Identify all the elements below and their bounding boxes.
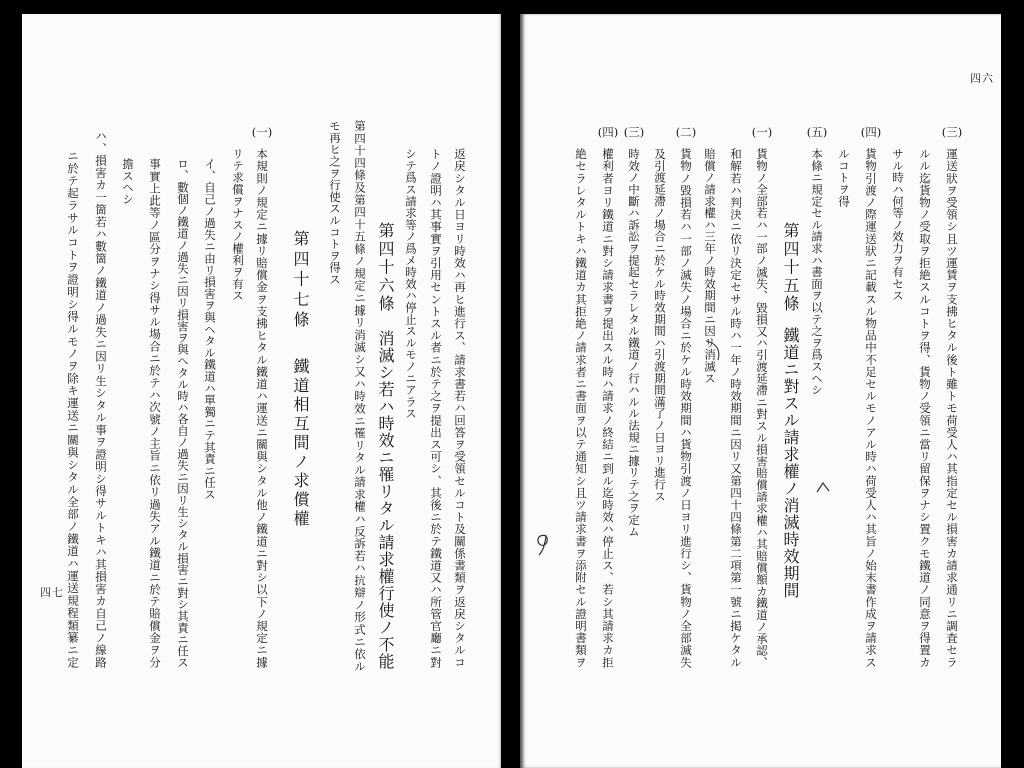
page-number: 四六 bbox=[970, 72, 994, 85]
article-title: 鐵道相互間ノ求償權 bbox=[291, 358, 310, 528]
handwritten-mark bbox=[538, 535, 547, 555]
clause-number: (四) bbox=[597, 125, 619, 139]
text-column: 事實上此等ノ區分ヲナシ得サル場合ニ於テハ次號ノ主旨ニ依リ過失アル鐵道ニ於テ賠償金ヲ分 bbox=[148, 158, 162, 668]
list-item: ハ、損害カ一箇若ハ數箇ノ鐵道ノ過失ニ因リ生シタル事ヲ證明シ得サルトキハ其損害カ自己ノ線路 bbox=[94, 130, 108, 668]
left-page bbox=[22, 14, 501, 768]
clause-number: (一) bbox=[751, 125, 773, 139]
article-number: 第四十五條 bbox=[781, 222, 800, 312]
text-column: 本規則ノ規定ニ據リ賠償金ヲ支拂ヒタル鐵道ハ運送ニ關與シタル他ノ鐵道ニ對シ以下ノ規定ニ據 bbox=[255, 148, 269, 668]
clause-number: (三) bbox=[941, 125, 963, 139]
clause-number: (二) bbox=[675, 125, 697, 139]
clause-number: (一) bbox=[251, 125, 273, 139]
list-item: ロ、數個ノ鐵道ノ過失ニ因リ損害ヲ與ヘタル時ハ各自ノ過失ニ因リ生シタル損害ニ對シ其責ニ任ス bbox=[176, 158, 190, 668]
text-column: ニ於テ起ラサルコトヲ證明シ得ルモノヲ除キ運送ニ關與シタル全部ノ鐵道ハ運送規程類纂ニ定 bbox=[66, 150, 80, 668]
text-column: 運送狀ヲ受領シ且ツ運賃ヲ支拂ヒタル後ト雖トモ荷受人ハ其指定セル損害カ請求通リニ調査セラ bbox=[945, 148, 959, 668]
text-column: 貨物ノ全部若ハ一部ノ滅失、毀損又ハ引渡延滯ニ對スル損害賠償請求權ハ其賠償額カ鐵道ノ承認、 bbox=[755, 148, 769, 668]
clause-number: (四) bbox=[860, 125, 882, 139]
text-column: 及引渡延滯ノ場合ニ於ケル時效期間ハ引渡期間滿了ノ日ヨリ進行ス bbox=[653, 148, 667, 502]
text-column: 貨物引渡ノ際運送狀ニ記載スル物品中不足セルモノアル時ハ荷受人ハ其旨ノ始末書作成ヲ請求ス bbox=[864, 148, 878, 668]
text-column: 返戾シタル日ヨリ時效ハ再ヒ進行ス、請求書若ハ回答ヲ受領セルコト及關係書類ヲ返戾シタルコ bbox=[453, 148, 467, 668]
text-column: トノ證明ハ其事實ヲ引用セントスル者ニ於テ之ヲ提出ス可シ、其後ニ於テ鐵道又ハ所管官廳ニ對 bbox=[429, 148, 443, 668]
right-page bbox=[520, 14, 1001, 768]
text-column: シテ爲ス請求等ノ爲メ時效ハ停止スルモノニアラス bbox=[404, 148, 418, 420]
text-column: 權利者ヨリ鐵道ニ對シ請求書ヲ提出スル時ハ請求ノ終結ニ到ル迄時效ハ停止ス、若シ其請求カ拒 bbox=[601, 148, 615, 668]
text-column: 絶セラレタルトキハ鐵道カ其拒絶ノ請求者ニ書面ヲ以テ通知シ且ツ請求書ヲ添附セル證明書類ヲ bbox=[574, 148, 588, 668]
text-column: ルコトヲ得 bbox=[837, 148, 851, 207]
article-number: 第四十七條 bbox=[291, 230, 310, 330]
clause-number: (三) bbox=[623, 125, 645, 139]
text-column: サル時ハ何等ノ效力ヲ有セス bbox=[891, 148, 905, 302]
text-column: 貨物ノ毀損若ハ一部ノ滅失ノ場合ニ於ケル時效期間ハ貨物引渡ノ日ヨリ進行シ、貨物ノ全部滅失 bbox=[679, 148, 693, 668]
text-column: 和解若ハ判決ニ依リ決定セサル時ハ一年ノ時效期間ニ因リ又第四十四條第二項第一號ニ掲ケタル bbox=[729, 148, 743, 668]
text-column: 時效ノ中斷ハ訴訟ヲ提起セラレタル鐵道ノ行ハルル法規ニ據リテ之ヲ定ム bbox=[627, 148, 641, 538]
text-column: ルル迄貨物ノ受取ヲ拒絶スルコトヲ得、貨物ノ受領ニ當リ留保ヲナシ置クモ鐵道ノ同意ヲ得置カ bbox=[918, 148, 932, 668]
list-item: イ、自己ノ過失ニ由リ損害ヲ與ヘタル鐵道ハ單獨ニテ其責ニ任ス bbox=[203, 158, 217, 501]
article-number: 第四十六條 bbox=[376, 222, 395, 312]
text-column: リテ求償ヲナスノ權利ヲ有ス bbox=[231, 148, 245, 302]
article-title: 消滅シ若ハ時效ニ罹リタル請求權行使ノ不能 bbox=[376, 330, 395, 670]
handwritten-mark bbox=[817, 483, 829, 492]
text-column: 第四十四條及第四十五條ノ規定ニ據リ消滅シ又ハ時效ニ罹リタル請求權ハ反訴若ハ抗辯ノ形式ニ依ル bbox=[353, 120, 367, 672]
page-number: 四七 bbox=[40, 586, 64, 599]
text-column: 本條ニ規定セル請求ハ書面ヲ以テ之ヲ爲スヘシ bbox=[810, 148, 824, 396]
text-column: モ再ヒ之ヲ行使スルコトヲ得ス bbox=[328, 120, 342, 286]
text-column: 賠償ノ請求權ハ三年ノ時效期間ニ因リ消滅ス bbox=[703, 148, 717, 384]
clause-number: (五) bbox=[806, 125, 828, 139]
text-column: 擔スヘシ bbox=[121, 158, 135, 206]
article-title: 鐵道ニ對スル請求權ノ消滅時效期間 bbox=[781, 327, 800, 599]
